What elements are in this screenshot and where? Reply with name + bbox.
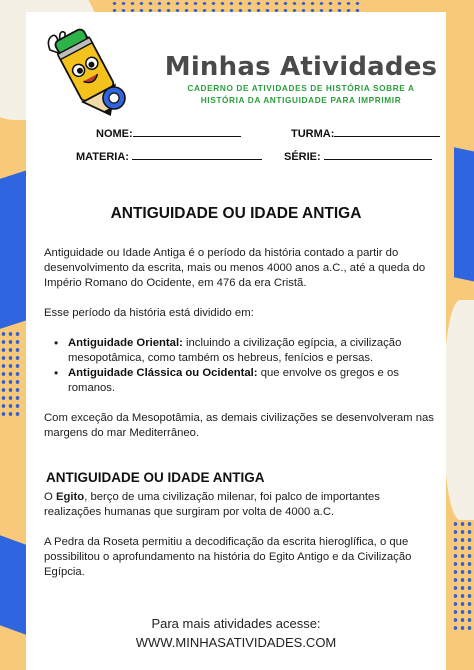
division-paragraph: Esse período da história está dividido em: bbox=[44, 307, 254, 319]
grade-blank-line[interactable] bbox=[324, 150, 432, 160]
subject-blank-line[interactable] bbox=[132, 150, 262, 160]
worksheet-page bbox=[26, 12, 446, 670]
mesopotamia-paragraph: Com exceção da Mesopotâmia, as demais civilizações se desenvolveram nas margens do mar Mediterrâneo. bbox=[44, 412, 434, 439]
egypt-term: Egito bbox=[55, 491, 85, 503]
subject-label: MATERIA: bbox=[76, 151, 129, 163]
list-item-term: Antiguidade Clássica ou Ocidental: bbox=[68, 367, 258, 379]
main-text bbox=[44, 246, 436, 456]
egypt-text: , berço de uma civilização milenar, foi palco de importantes realizações humanas que surgiram por volta de 4000 a.C. bbox=[44, 491, 380, 518]
dot-pattern bbox=[452, 520, 474, 630]
intro-paragraph: Antiguidade ou Idade Antiga é o período da história contado a partir do desenvolvimento da escrita, mais ou menos 4000 anos a.C., até a queda do Império Romano do Ocidente, em 476 da era Cristã. bbox=[44, 247, 426, 289]
list-item-text: incluindo a civilização egípcia, a civilização mesopotâmica, como também os hebreus, fenícios e persas. bbox=[68, 337, 402, 364]
class-field bbox=[291, 127, 440, 140]
footer-text: Para mais atividades acesse: bbox=[151, 616, 321, 631]
class-blank-line[interactable] bbox=[334, 127, 440, 137]
grade-field bbox=[284, 150, 432, 163]
brand-subtitle-line: CADERNO DE ATIVIDADES DE HISTÓRIA SOBRE A bbox=[187, 83, 415, 93]
name-field bbox=[96, 127, 241, 140]
section-title: ANTIGUIDADE OU IDADE ANTIGA bbox=[46, 470, 265, 485]
list-item bbox=[68, 366, 436, 396]
grade-label: SÉRIE: bbox=[284, 151, 321, 163]
egypt-paragraph bbox=[44, 490, 436, 520]
period-list bbox=[68, 336, 436, 396]
pencil-mascot-icon bbox=[44, 20, 128, 122]
brand-subtitle-line: HISTÓRIA DA ANTIGUIDADE PARA IMPRIMIR bbox=[200, 95, 402, 105]
brand-subtitle bbox=[166, 82, 436, 106]
list-item-term: Antiguidade Oriental: bbox=[68, 337, 183, 349]
list-item bbox=[68, 336, 436, 366]
background-blob bbox=[444, 300, 474, 520]
blue-stripe bbox=[454, 147, 474, 283]
subject-field bbox=[76, 150, 262, 163]
section-text bbox=[44, 490, 436, 595]
class-label: TURMA: bbox=[291, 128, 335, 140]
egypt-prefix: O bbox=[44, 491, 56, 503]
footer-link[interactable]: WWW.MINHASATIVIDADES.COM bbox=[135, 635, 337, 650]
list-item-text: que envolve os gregos e os romanos. bbox=[68, 367, 399, 394]
name-label: NOME: bbox=[96, 128, 133, 140]
brand-title: Minhas Atividades bbox=[164, 52, 438, 82]
page-title: ANTIGUIDADE OU IDADE ANTIGA bbox=[110, 205, 362, 222]
rosetta-paragraph: A Pedra da Roseta permitiu a decodificação da escrita hieroglífica, o que possibilitou o aprofundamento na história do Egito Antigo e da Civilização Egípcia. bbox=[44, 536, 412, 578]
name-blank-line[interactable] bbox=[133, 127, 241, 137]
footer bbox=[26, 614, 446, 652]
blue-stripe bbox=[0, 535, 26, 634]
dot-pattern bbox=[0, 330, 22, 420]
